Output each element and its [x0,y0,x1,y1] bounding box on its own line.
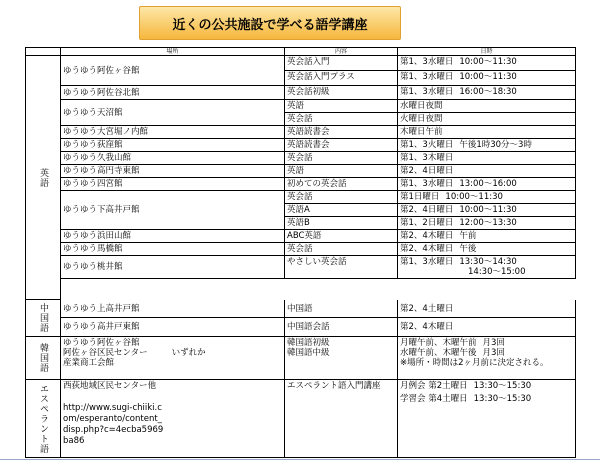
korean-place-1: ゆうゆう阿佐ヶ谷館 [63,338,140,348]
course-day: 第1、3火曜日 [400,140,454,150]
place-cell [61,256,285,279]
datetime-cell [398,100,576,113]
header-category [26,48,61,56]
place-cell [61,165,285,178]
content-cell [285,204,398,217]
course-time: 午後1時30分～3時 [459,140,532,150]
place-name: ゆうゆう阿佐ヶ谷館 [63,65,140,76]
category-korean-label: 韓国語 [38,343,48,373]
content-cell [285,100,398,113]
content-cell [285,318,398,337]
esperanto-line-1-label: 月例会 [400,381,426,391]
content-cell [285,217,398,230]
course-time: 午後 [459,244,477,254]
place-name: ゆうゆう荻窪館 [63,140,123,150]
bottom-divider [0,459,600,460]
place-name: ゆうゆう大宮堀ノ内館 [63,127,149,137]
course-time: 10:00～11:30 [459,72,517,82]
datetime-cell [398,113,576,126]
esperanto-line-1 [400,381,573,391]
page-title: 近くの公共施設で学べる語学講座 [139,6,401,40]
esperanto-line-2-day: 第4土曜日 [428,394,468,404]
place-name: ゆうゆう上高井戸館 [63,303,140,314]
content-name: 英語 [287,166,305,176]
category-korean [26,337,61,380]
course-day: 第1、3水曜日 [400,257,454,267]
content-name: やさしい英会話 [287,257,347,267]
content-name: 英語B [287,218,310,228]
course-time: 10:00～11:30 [445,192,503,202]
content-cell [285,256,398,279]
content-cell [285,165,398,178]
korean-day-1: 月曜午前、木曜午前 [400,338,477,348]
datetime-cell [398,139,576,152]
korean-note: ※場所・時間は2ヶ月前に決定される。 [400,358,549,368]
course-day: 第2、4土曜日 [400,303,454,314]
korean-place [61,337,285,380]
content-cell [285,243,398,256]
course-day: 第2、4木曜日 [400,231,454,241]
course-time: 12:00～13:30 [459,218,517,228]
course-time: 10:00～11:30 [459,205,517,215]
content-cell [285,191,398,204]
category-english [26,56,61,300]
datetime-cell [398,56,576,71]
course-day: 第2、4木曜日 [400,322,454,332]
course-time: 13:00～16:00 [459,179,517,189]
content-name: 英語読書会 [287,140,330,150]
category-english-label: 英語 [38,167,48,188]
esperanto-content: エスペラント語入門講座 [285,380,398,458]
place-name: ゆうゆう馬橋館 [63,244,123,254]
content-cell [285,300,398,318]
content-name: 英会話 [287,114,313,124]
course-table [25,47,576,458]
course-time: 16:00～18:30 [459,87,517,97]
content-name: 初めての英会話 [287,179,347,189]
esperanto-line-2 [400,394,573,404]
korean-day-1-freq: 月3回 [482,338,505,348]
datetime-cell [398,318,576,337]
content-cell [285,178,398,191]
place-cell [61,191,285,230]
datetime-cell [398,152,576,165]
datetime-cell [398,217,576,230]
header-datetime: 日時 [398,48,576,56]
datetime-cell [398,256,576,279]
esperanto-datetime [398,380,576,458]
content-name: 英会話初級 [287,87,330,97]
course-time-second: 14:30～15:00 [468,267,526,277]
course-day: 第1、3水曜日 [400,87,454,97]
category-esperanto [26,380,61,458]
esperanto-line-1-day: 第2土曜日 [428,381,468,391]
content-cell [285,113,398,126]
korean-content-2: 韓国語中級 [287,348,330,358]
datetime-cell [398,300,576,318]
place-cell [61,100,285,126]
category-chinese-label: 中国語 [38,303,48,333]
esperanto-place-name: 西荻地域区民センター他 [63,381,157,391]
place-name: ゆうゆう阿佐谷北館 [63,87,140,98]
content-cell [285,86,398,100]
datetime-cell [398,86,576,100]
course-day: 火曜日夜間 [400,114,443,124]
course-day: 第1、3水曜日 [400,72,454,82]
content-name: ABC英語 [287,231,322,241]
course-day: 第1、2日曜日 [400,218,454,228]
place-name: ゆうゆう高井戸東館 [63,322,140,332]
korean-day-2-freq: 月3回 [482,348,505,358]
content-name: 英会話 [287,192,313,202]
korean-day-2-row [400,348,573,358]
datetime-cell [398,204,576,217]
course-day: 第2、4日曜日 [400,166,454,176]
place-name: ゆうゆう天沼館 [63,107,123,118]
content-cell [285,139,398,152]
place-cell [61,243,285,256]
esperanto-link[interactable]: http://www.sugi-chiiki.com/esperanto/content_disp.php?c=4ecba5969ba86 [63,403,164,446]
place-cell [61,300,285,318]
korean-content [285,337,398,380]
content-cell [285,56,398,71]
place-name: ゆうゆう桃井館 [63,262,123,272]
place-cell [61,230,285,243]
category-chinese [26,300,61,337]
course-day: 第1日曜日 [400,192,440,202]
datetime-cell [398,165,576,178]
content-name: 中国語会話 [287,322,330,332]
korean-place-tag: いずれか [171,348,206,358]
datetime-cell [398,71,576,86]
esperanto-line-1-time: 13:30～15:30 [473,381,532,391]
header-content: 内容 [285,48,398,56]
korean-place-2: 阿佐ヶ谷区民センター [63,348,148,358]
esperanto-place [61,380,285,458]
datetime-cell [398,230,576,243]
content-cell [285,126,398,139]
datetime-cell [398,126,576,139]
place-name: ゆうゆう下高井戸館 [63,205,140,215]
course-day: 水曜日夜間 [400,101,443,111]
course-time: 13:30～14:30 [459,257,517,267]
content-name: 英語 [287,101,305,111]
datetime-cell [398,243,576,256]
korean-place-2-row [63,348,282,358]
esperanto-line-2-time: 13:30～15:30 [473,394,532,404]
course-day: 第1、3木曜日 [400,153,454,163]
course-day: 第2、4木曜日 [400,244,454,254]
place-cell [61,178,285,191]
content-name: 英会話 [287,153,313,163]
content-name: 英会話入門プラス [287,72,355,82]
content-name: 中国語 [287,303,313,314]
place-cell [61,318,285,337]
course-day: 第1、3水曜日 [400,179,454,189]
place-cell [61,126,285,139]
korean-place-3: 産業商工会館 [63,358,115,368]
course-day: 木曜日午前 [400,127,443,137]
content-name: 英語A [287,205,310,215]
korean-content-1: 韓国語初級 [287,338,330,348]
content-cell [285,71,398,86]
course-time: 午前 [459,231,477,241]
place-name: ゆうゆう高円寺東館 [63,166,140,176]
course-day: 第2、4日曜日 [400,205,454,215]
datetime-cell [398,191,576,204]
content-name: 英会話入門 [287,57,330,67]
place-cell [61,86,285,100]
content-cell [285,152,398,165]
header-place: 場所 [61,48,285,56]
content-name: 英語読書会 [287,127,330,137]
place-cell [61,139,285,152]
korean-day-2: 水曜午前、木曜午後 [400,348,477,358]
datetime-cell [398,178,576,191]
course-time: 10:00～11:30 [459,57,517,67]
place-name: ゆうゆう四宮館 [63,179,123,189]
korean-datetime [398,337,576,380]
content-name: 英会話 [287,244,313,254]
place-cell [61,56,285,86]
category-esperanto-label: エスペラント語 [38,383,48,454]
place-name: ゆうゆう久我山館 [63,153,132,163]
place-name: ゆうゆう浜田山館 [63,231,132,241]
esperanto-line-2-label: 学習会 [400,394,426,404]
korean-day-1-row [400,338,573,348]
course-day: 第1、3水曜日 [400,57,454,67]
content-cell [285,230,398,243]
place-cell [61,152,285,165]
